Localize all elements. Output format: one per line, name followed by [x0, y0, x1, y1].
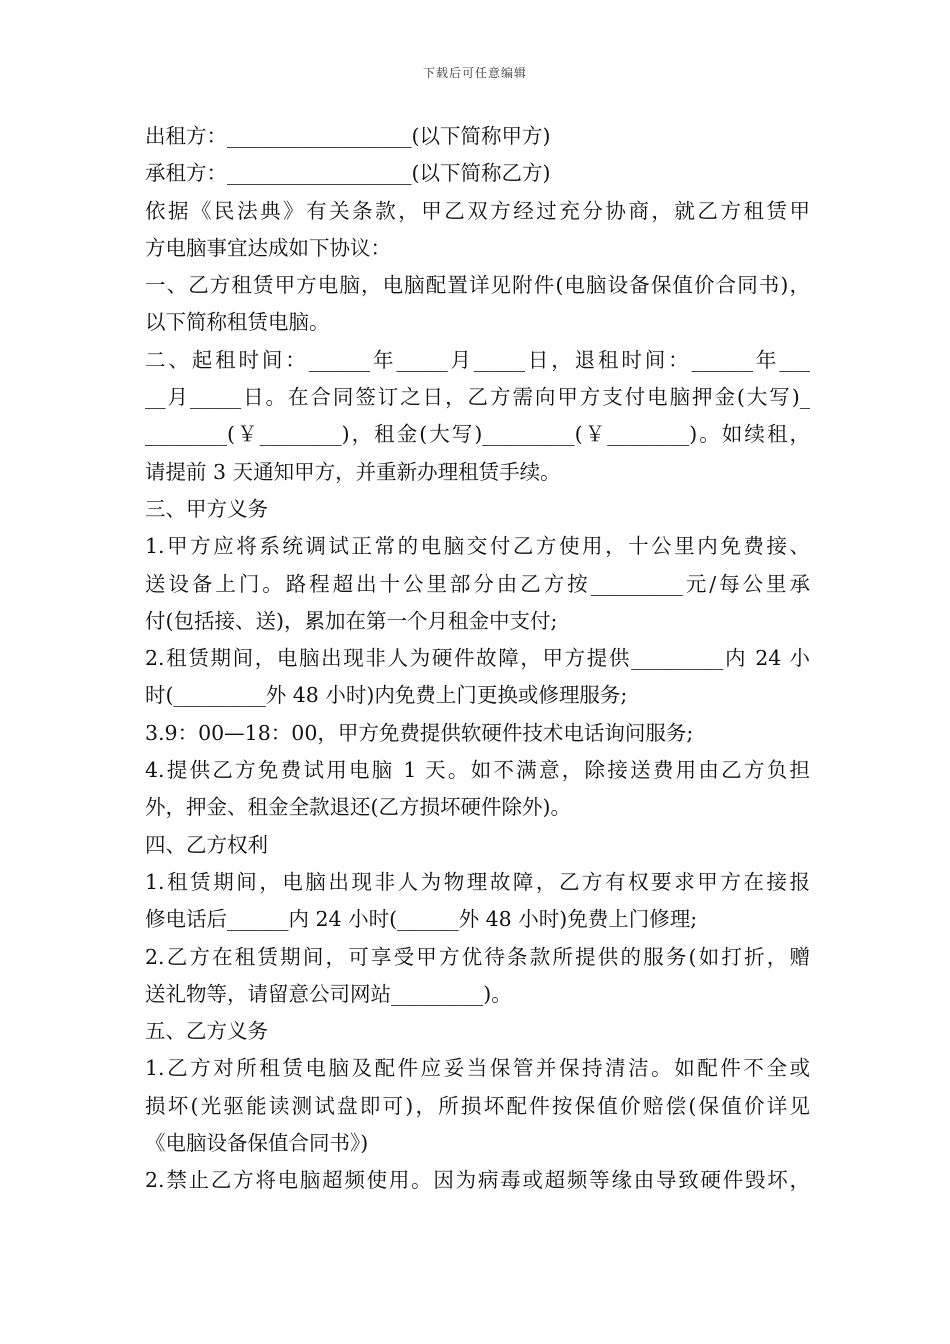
- contract-line: 修电话后______内 24 小时(______外 48 小时)免费上门修理;: [145, 907, 698, 932]
- contract-line: 2.乙方在租赁期间，可享受甲方优待条款所提供的服务(如打折，赠: [145, 944, 810, 969]
- contract-line: 承租方：__________________(以下简称乙方): [145, 161, 551, 186]
- contract-line: 4.提供乙方免费试用电脑 1 天。如不满意，除接送费用由乙方负担: [145, 758, 810, 783]
- contract-line: 《电脑设备保值合同书》): [145, 1131, 369, 1156]
- contract-line: __月_____日。在合同签订之日，乙方需向甲方支付电脑押金(大写)_: [145, 385, 810, 410]
- contract-line: 五、乙方义务: [145, 1019, 268, 1044]
- contract-line: 付(包括接、送)，累加在第一个月租金中支付;: [145, 608, 558, 633]
- contract-line: 3.9：00—18：00，甲方免费提供软硬件技术电话询问服务;: [145, 720, 694, 745]
- contract-line: 依据《民法典》有关条款，甲乙双方经过充分协商，就乙方租赁甲: [145, 198, 810, 223]
- contract-line: 方电脑事宜达成如下协议：: [145, 235, 391, 260]
- contract-line: 时(_________外 48 小时)内免费上门更换或修理服务;: [145, 683, 628, 708]
- contract-line: 损坏(光驱能读测试盘即可)，所损坏配件按保值价赔偿(保值价详见: [145, 1093, 810, 1118]
- contract-line: 送设备上门。路程超出十公里部分由乙方按_________元/每公里承: [145, 571, 810, 596]
- contract-line: 1.甲方应将系统调试正常的电脑交付乙方使用，十公里内免费接、: [145, 534, 810, 559]
- page-header-note: 下载后可任意编辑: [422, 66, 527, 80]
- contract-line: 1.租赁期间，电脑出现非人为物理故障，乙方有权要求甲方在接报: [145, 869, 810, 894]
- contract-line: 2.禁止乙方将电脑超频使用。因为病毒或超频等缘由导致硬件毁坏，: [145, 1168, 810, 1193]
- contract-line: 1.乙方对所租赁电脑及配件应妥当保管并保持清洁。如配件不全或: [145, 1056, 810, 1081]
- contract-line: 2.租赁期间，电脑出现非人为硬件故障，甲方提供_________内 24 小: [145, 646, 810, 671]
- contract-line: 二、起租时间：______年_____月_____日，退租时间：______年___: [145, 347, 810, 372]
- contract-line: 出租方：__________________(以下简称甲方): [145, 124, 551, 148]
- contract-line: 三、甲方义务: [145, 496, 268, 521]
- contract-line: 一、乙方租赁甲方电脑，电脑配置详见附件(电脑设备保值价合同书)，: [145, 273, 810, 298]
- contract-body: [145, 118, 810, 1200]
- contract-line: 以下简称租赁电脑。: [145, 310, 330, 335]
- contract-line: 请提前 3 天通知甲方，并重新办理租赁手续。: [145, 459, 561, 484]
- contract-line: 送礼物等，请留意公司网站_________)。: [145, 981, 512, 1006]
- contract-line: 外，押金、租金全款退还(乙方损坏硬件除外)。: [145, 795, 571, 820]
- contract-line: 四、乙方权利: [145, 832, 268, 857]
- contract-line: ________(￥________)，租金(大写)_________(￥________)。如续租，: [145, 422, 810, 447]
